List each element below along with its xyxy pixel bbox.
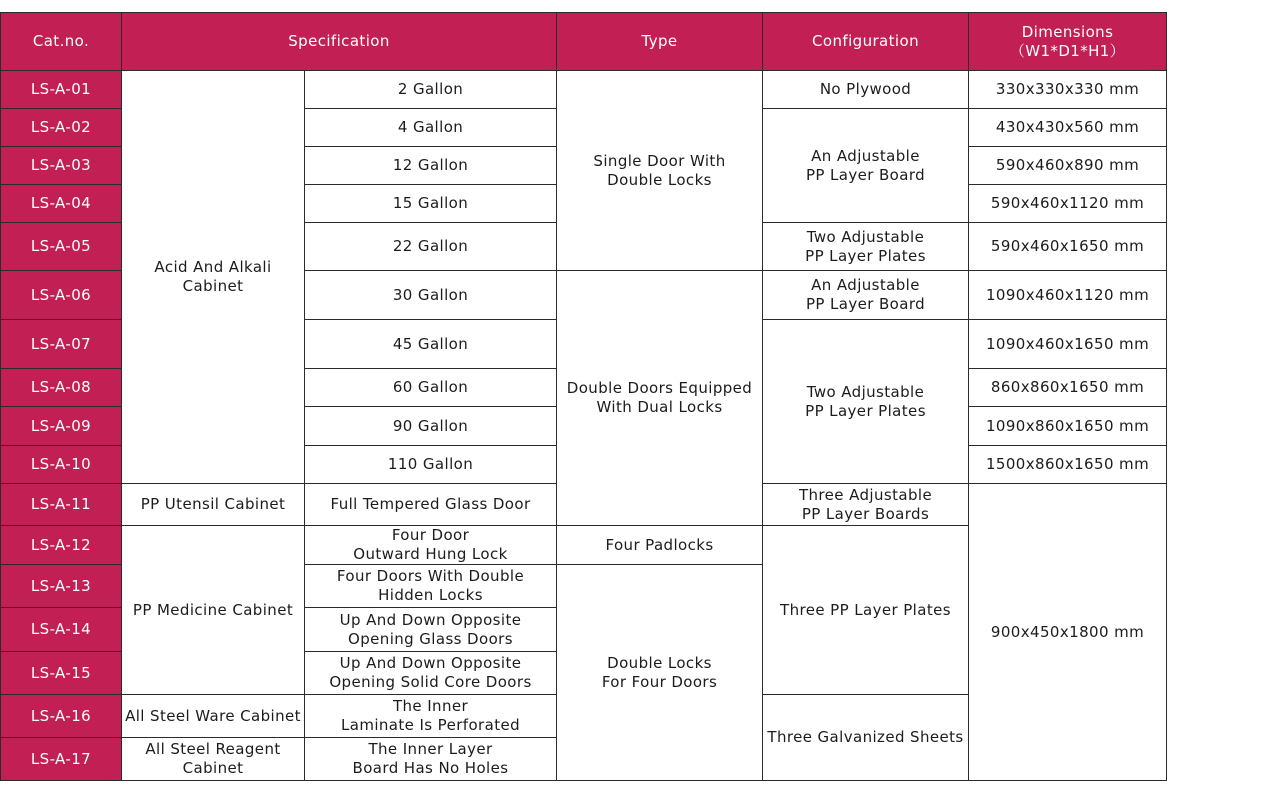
cat-no-cell: LS-A-11 [1, 484, 122, 526]
cat-no-cell: LS-A-17 [1, 738, 122, 781]
spec-cell: 12 Gallon [305, 147, 557, 185]
dimensions-cell: 900x450x1800 mm [969, 484, 1167, 781]
spec-cell: 2 Gallon [305, 71, 557, 109]
dimensions-cell: 1090x860x1650 mm [969, 407, 1167, 446]
config-cell: No Plywood [763, 71, 969, 109]
config-cell: Two Adjustable PP Layer Plates [763, 320, 969, 484]
spec-cell: The Inner Layer Board Has No Holes [305, 738, 557, 781]
cabinet-name-cell: PP Medicine Cabinet [122, 526, 305, 695]
dimensions-cell: 430x430x560 mm [969, 109, 1167, 147]
cabinet-name-cell: All Steel Ware Cabinet [122, 695, 305, 738]
cat-no-cell: LS-A-08 [1, 369, 122, 407]
dimensions-cell: 1500x860x1650 mm [969, 446, 1167, 484]
dimensions-cell: 590x460x890 mm [969, 147, 1167, 185]
config-cell: Two Adjustable PP Layer Plates [763, 223, 969, 271]
spec-cell: Four Doors With Double Hidden Locks [305, 565, 557, 608]
spec-cell: 110 Gallon [305, 446, 557, 484]
cat-no-cell: LS-A-15 [1, 652, 122, 695]
config-cell: Three Galvanized Sheets [763, 695, 969, 781]
config-cell: Three PP Layer Plates [763, 526, 969, 695]
cat-no-cell: LS-A-06 [1, 271, 122, 320]
cat-no-cell: LS-A-10 [1, 446, 122, 484]
header-cat-no: Cat.no. [1, 13, 122, 71]
type-cell: Double Doors Equipped With Dual Locks [557, 271, 763, 526]
cat-no-cell: LS-A-09 [1, 407, 122, 446]
spec-cell: 15 Gallon [305, 185, 557, 223]
header-row [1, 13, 1167, 71]
cat-no-cell: LS-A-16 [1, 695, 122, 738]
spec-cell: The Inner Laminate Is Perforated [305, 695, 557, 738]
cabinet-name-cell: All Steel Reagent Cabinet [122, 738, 305, 781]
type-cell: Single Door With Double Locks [557, 71, 763, 271]
cat-no-cell: LS-A-07 [1, 320, 122, 369]
dimensions-cell: 330x330x330 mm [969, 71, 1167, 109]
type-cell: Four Padlocks [557, 526, 763, 565]
spec-cell: Four Door Outward Hung Lock [305, 526, 557, 565]
spec-cell: 90 Gallon [305, 407, 557, 446]
spec-cell: 4 Gallon [305, 109, 557, 147]
table-row [1, 71, 1167, 109]
spec-cell: 45 Gallon [305, 320, 557, 369]
type-cell: Double Locks For Four Doors [557, 565, 763, 781]
config-cell: Three Adjustable PP Layer Boards [763, 484, 969, 526]
spec-cell: 22 Gallon [305, 223, 557, 271]
dimensions-cell: 1090x460x1120 mm [969, 271, 1167, 320]
spec-cell: Full Tempered Glass Door [305, 484, 557, 526]
spec-cell: 30 Gallon [305, 271, 557, 320]
cat-no-cell: LS-A-01 [1, 71, 122, 109]
header-type: Type [557, 13, 763, 71]
cabinet-name-cell: PP Utensil Cabinet [122, 484, 305, 526]
cat-no-cell: LS-A-12 [1, 526, 122, 565]
header-configuration: Configuration [763, 13, 969, 71]
dimensions-cell: 1090x460x1650 mm [969, 320, 1167, 369]
cat-no-cell: LS-A-13 [1, 565, 122, 608]
dimensions-cell: 860x860x1650 mm [969, 369, 1167, 407]
spec-cell: Up And Down Opposite Opening Glass Doors [305, 608, 557, 652]
spec-cell: Up And Down Opposite Opening Solid Core Doors [305, 652, 557, 695]
header-dimensions: Dimensions （W1*D1*H1） [969, 13, 1167, 71]
header-specification: Specification [122, 13, 557, 71]
cat-no-cell: LS-A-03 [1, 147, 122, 185]
config-cell: An Adjustable PP Layer Board [763, 109, 969, 223]
cat-no-cell: LS-A-04 [1, 185, 122, 223]
cabinet-name-cell: Acid And Alkali Cabinet [122, 71, 305, 484]
dimensions-cell: 590x460x1120 mm [969, 185, 1167, 223]
cabinet-spec-table [0, 12, 1167, 781]
cat-no-cell: LS-A-14 [1, 608, 122, 652]
spec-cell: 60 Gallon [305, 369, 557, 407]
product-spec-sheet [0, 12, 1167, 781]
config-cell: An Adjustable PP Layer Board [763, 271, 969, 320]
dimensions-cell: 590x460x1650 mm [969, 223, 1167, 271]
cat-no-cell: LS-A-02 [1, 109, 122, 147]
cat-no-cell: LS-A-05 [1, 223, 122, 271]
